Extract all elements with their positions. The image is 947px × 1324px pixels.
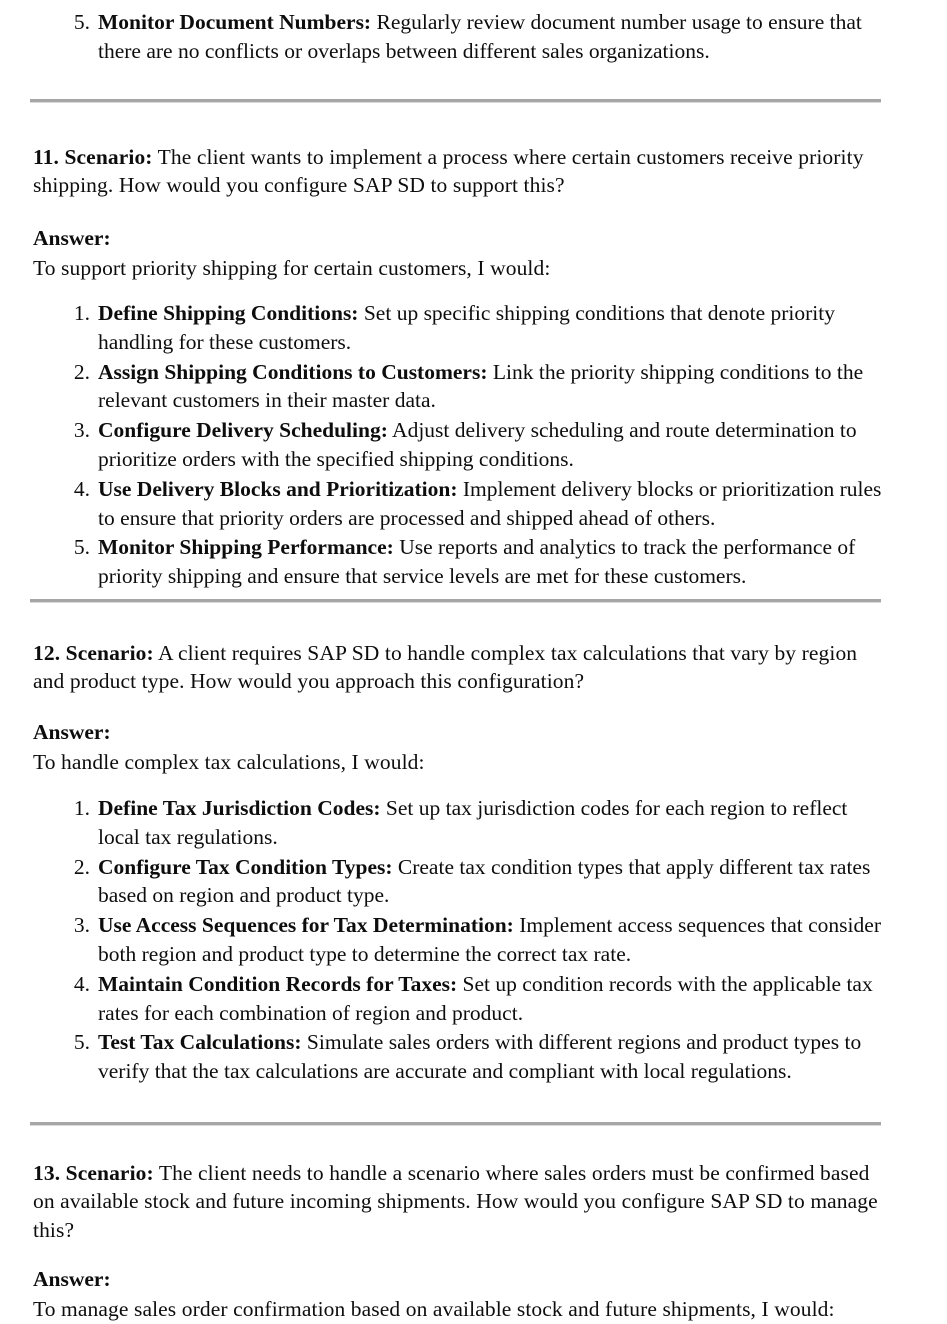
continued-list-item [33, 8, 888, 67]
list-item-title: Configure Tax Condition Types: [98, 854, 393, 879]
list-item-title: Monitor Shipping Performance: [98, 535, 394, 560]
list-item-text: Adjust delivery scheduling and route determination to prioritize orders with the specified shipping conditions. [98, 418, 857, 471]
question-number: 11. [33, 145, 59, 169]
list-item-number: 1. [73, 796, 90, 820]
numbered-list [33, 299, 888, 591]
answer-intro-text: To support priority shipping for certain customers, I would: [33, 256, 551, 281]
section-divider [30, 1122, 881, 1126]
numbered-list-continued [33, 8, 888, 66]
answer-label: Answer: [33, 720, 111, 744]
list-item-text: Simulate sales orders with different regions and product types to verify that the tax calculations are accurate and compliant with local regulations. [98, 1030, 862, 1084]
question-13-answer-intro [33, 1265, 913, 1324]
question-12-heading [33, 639, 888, 696]
list-item-text: Set up tax jurisdiction codes for each region to reflect local tax regulations. [98, 796, 848, 849]
list-item-title: Assign Shipping Conditions to Customers: [98, 359, 488, 384]
list-item-number: 2. [73, 854, 90, 879]
list-item [33, 533, 888, 591]
list-item-title: Use Access Sequences for Tax Determination: [98, 913, 514, 938]
list-item [33, 794, 888, 852]
list-item-title: Configure Delivery Scheduling: [98, 418, 388, 443]
list-item-text: Set up specific shipping conditions that denote priority handling for these customers. [98, 301, 835, 354]
list-item-number: 1. [73, 301, 90, 325]
list-item-text: Create tax condition types that apply different tax rates based on region and product type. [98, 854, 871, 908]
list-item-number: 5. [73, 1030, 90, 1055]
list-item-text: Regularly review document number usage to ensure that there are no conflicts or overlaps between different sales organizations. [98, 10, 862, 63]
numbered-list [33, 794, 888, 1086]
list-item [33, 911, 888, 969]
question-number: 13. [33, 1161, 61, 1185]
list-item-number: 2. [73, 359, 90, 384]
list-item [33, 475, 888, 533]
list-item-text: Implement access sequences that consider both region and product type to determine the correct tax rate. [98, 913, 881, 966]
question-label: Scenario: [65, 1161, 154, 1185]
list-item-title: Use Delivery Blocks and Prioritization: [98, 476, 458, 501]
list-item-title: Define Shipping Conditions: [98, 301, 359, 325]
list-item-text: Link the priority shipping conditions to the relevant customers in their master data. [98, 359, 864, 413]
list-item-number: 4. [73, 476, 90, 501]
list-item-number: 4. [73, 971, 90, 996]
question-12-steps [33, 794, 888, 1087]
question-text: A client requires SAP SD to handle complex tax calculations that vary by region and product type. How would you approach this configuration? [33, 641, 858, 694]
list-item-number: 5. [73, 535, 90, 560]
question-11-steps [33, 299, 888, 592]
answer-intro-text: To manage sales order confirmation based on available stock and future shipments, I would: [33, 1297, 835, 1322]
list-item [33, 416, 888, 474]
list-item-title: Maintain Condition Records for Taxes: [98, 971, 458, 996]
list-item-title: Define Tax Jurisdiction Codes: [98, 796, 381, 820]
question-label: Scenario: [64, 145, 153, 169]
question-12-answer-intro [33, 718, 888, 777]
question-text: The client wants to implement a process where certain customers receive priority shipping. How would you configure SAP SD to support this? [33, 145, 864, 198]
list-item-text: Use reports and analytics to track the performance of priority shipping and ensure that service levels are met for these customers. [98, 535, 856, 589]
answer-label: Answer: [33, 226, 111, 250]
question-11-heading [33, 143, 888, 200]
list-item [33, 299, 888, 357]
list-item-title: Test Tax Calculations: [98, 1030, 302, 1055]
list-item [33, 8, 888, 66]
list-item [33, 970, 888, 1028]
list-item-title: Monitor Document Numbers: [98, 10, 372, 34]
list-item-number: 5. [73, 10, 90, 34]
question-11-answer-intro [33, 224, 888, 283]
list-item [33, 358, 888, 416]
section-divider [30, 599, 881, 603]
answer-intro-text: To handle complex tax calculations, I would: [33, 750, 425, 775]
question-number: 12. [33, 641, 61, 665]
question-text: The client needs to handle a scenario where sales orders must be confirmed based on available stock and future incoming shipments. How would you configure SAP SD to manage this? [33, 1161, 878, 1242]
list-item [33, 1028, 888, 1086]
question-label: Scenario: [65, 641, 154, 665]
answer-label: Answer: [33, 1267, 111, 1291]
list-item-text: Set up condition records with the applicable tax rates for each combination of region and product. [98, 971, 873, 1025]
question-13-heading [33, 1159, 888, 1244]
list-item-text: Implement delivery blocks or prioritization rules to ensure that priority orders are processed and shipped ahead of others. [98, 476, 882, 530]
list-item-number: 3. [73, 418, 90, 443]
list-item-number: 3. [73, 913, 90, 938]
section-divider [30, 99, 881, 103]
list-item [33, 853, 888, 911]
